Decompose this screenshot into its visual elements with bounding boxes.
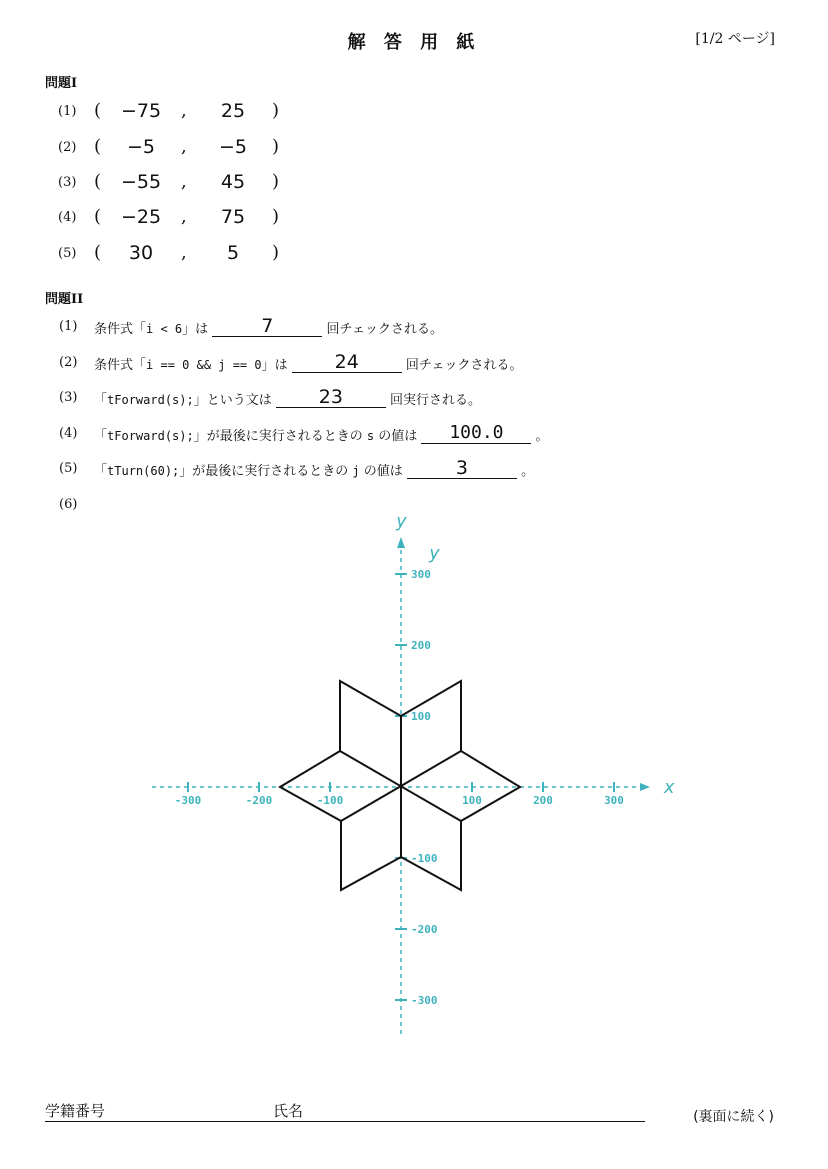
q1-item-number: (1) (58, 104, 77, 119)
section2-label: 問題II (45, 292, 84, 307)
q2-text-prefix: 「 (94, 464, 108, 479)
q2-text-suffix: 。 (535, 429, 549, 444)
q2-answer-blank (407, 457, 517, 479)
q2-text-middle2: の値は (378, 429, 418, 444)
q2-item-text (94, 351, 523, 373)
q2-text-middle: 」が最後に実行されるときの (193, 429, 363, 444)
q2-text-middle: 」という文は (193, 393, 272, 408)
close-paren: ) (272, 136, 280, 157)
x-axis-label: x (664, 777, 675, 798)
open-paren: ( (94, 100, 102, 121)
y-axis-arrow (397, 537, 405, 548)
q1-answer-y: 25 (220, 100, 246, 122)
continue-note: (裏面に続く) (693, 1109, 774, 1125)
x-tick-label: 300 (604, 794, 624, 807)
x-axis-arrow (640, 783, 650, 791)
q1-answer-y: 45 (220, 171, 246, 193)
q2-text-middle: 」は (182, 322, 209, 337)
page-title: 解 答 用 紙 (347, 32, 481, 53)
q1-answer-y: −5 (218, 136, 247, 158)
q2-code: tTurn(60); (107, 464, 180, 478)
q2-code: tForward(s); (107, 393, 194, 407)
q1-answer-x: −25 (120, 206, 162, 228)
q2-text-middle2: の値は (363, 464, 403, 479)
open-paren: ( (94, 136, 102, 157)
q2-item6-number: (6) (59, 497, 78, 512)
q2-text-suffix: 回実行される。 (390, 393, 482, 408)
q2-item-number: (2) (59, 355, 78, 370)
x-tick-label: -300 (174, 794, 202, 807)
q2-code: i < 6 (146, 322, 183, 336)
q1-item-number: (3) (58, 175, 77, 190)
q2-text-middle: 」は (261, 358, 288, 373)
x-tick-label: -100 (316, 794, 344, 807)
name-label: 氏名 (273, 1102, 304, 1120)
footer-underline (45, 1121, 645, 1122)
q2-item-number: (5) (59, 461, 78, 476)
coordinate-graph (0, 500, 828, 1045)
q2-text-suffix: 回チェックされる。 (405, 358, 523, 373)
x-tick-label: 100 (462, 794, 482, 807)
q2-answer: 3 (455, 457, 468, 479)
x-tick-label: -200 (245, 794, 273, 807)
section1-label: 問題I (45, 76, 78, 91)
y-tick-label: -200 (411, 923, 438, 936)
y-axis-label-outer: y (396, 511, 407, 532)
q2-answer: 100.0 (449, 422, 504, 443)
q2-text-prefix: 「 (94, 393, 108, 408)
q2-item-number: (1) (59, 319, 78, 334)
open-paren: ( (94, 242, 102, 263)
q2-item-text (94, 315, 444, 337)
q2-code-variable: s (366, 429, 375, 443)
q2-text-prefix: 条件式「 (94, 322, 147, 337)
q1-answer-x: −5 (126, 136, 155, 158)
q2-answer: 23 (318, 386, 343, 408)
q2-answer-blank (292, 351, 402, 373)
q2-code: tForward(s); (107, 429, 194, 443)
q2-code: i == 0 && j == 0 (146, 358, 262, 372)
x-tick-label: 200 (533, 794, 553, 807)
y-axis-label: y (429, 543, 440, 564)
y-tick-label: 300 (411, 568, 431, 581)
q2-answer: 7 (261, 315, 274, 337)
q2-item-number: (3) (59, 390, 78, 405)
y-tick-label: 100 (411, 710, 431, 723)
comma: , (181, 171, 187, 192)
comma: , (181, 242, 187, 263)
close-paren: ) (272, 206, 280, 227)
q2-text-middle: 」が最後に実行されるときの (179, 464, 349, 479)
comma: , (181, 136, 187, 157)
q2-answer-blank (276, 386, 386, 408)
y-tick-label: -100 (411, 852, 438, 865)
page-indicator: [1/2 ページ] (695, 31, 775, 47)
q1-item-number: (2) (58, 140, 77, 155)
open-paren: ( (94, 171, 102, 192)
q2-text-suffix: 。 (521, 464, 535, 479)
q1-answer-y: 5 (226, 242, 240, 264)
y-tick-label: 200 (411, 639, 431, 652)
q2-item-text (94, 386, 482, 408)
q1-item-number: (4) (58, 210, 77, 225)
student-id-label: 学籍番号 (45, 1102, 106, 1120)
q2-text-prefix: 条件式「 (94, 358, 147, 373)
q2-answer: 24 (334, 351, 359, 373)
comma: , (181, 206, 187, 227)
q2-answer-blank (421, 422, 531, 444)
q1-answer-x: −55 (120, 171, 162, 193)
q2-item-text (94, 457, 535, 479)
q2-answer-blank (212, 315, 322, 337)
close-paren: ) (272, 100, 280, 121)
q1-answer-x: 30 (128, 242, 154, 264)
comma: , (181, 100, 187, 121)
q2-code-variable: j (352, 464, 360, 478)
q2-item-text (94, 422, 549, 444)
close-paren: ) (272, 242, 280, 263)
close-paren: ) (272, 171, 280, 192)
y-tick-label: -300 (411, 994, 438, 1007)
open-paren: ( (94, 206, 102, 227)
q2-text-suffix: 回チェックされる。 (326, 322, 444, 337)
q1-item-number: (5) (58, 246, 77, 261)
q1-answer-x: −75 (120, 100, 162, 122)
q2-item-number: (4) (59, 426, 78, 441)
q1-answer-y: 75 (220, 206, 246, 228)
q2-text-prefix: 「 (94, 429, 108, 444)
